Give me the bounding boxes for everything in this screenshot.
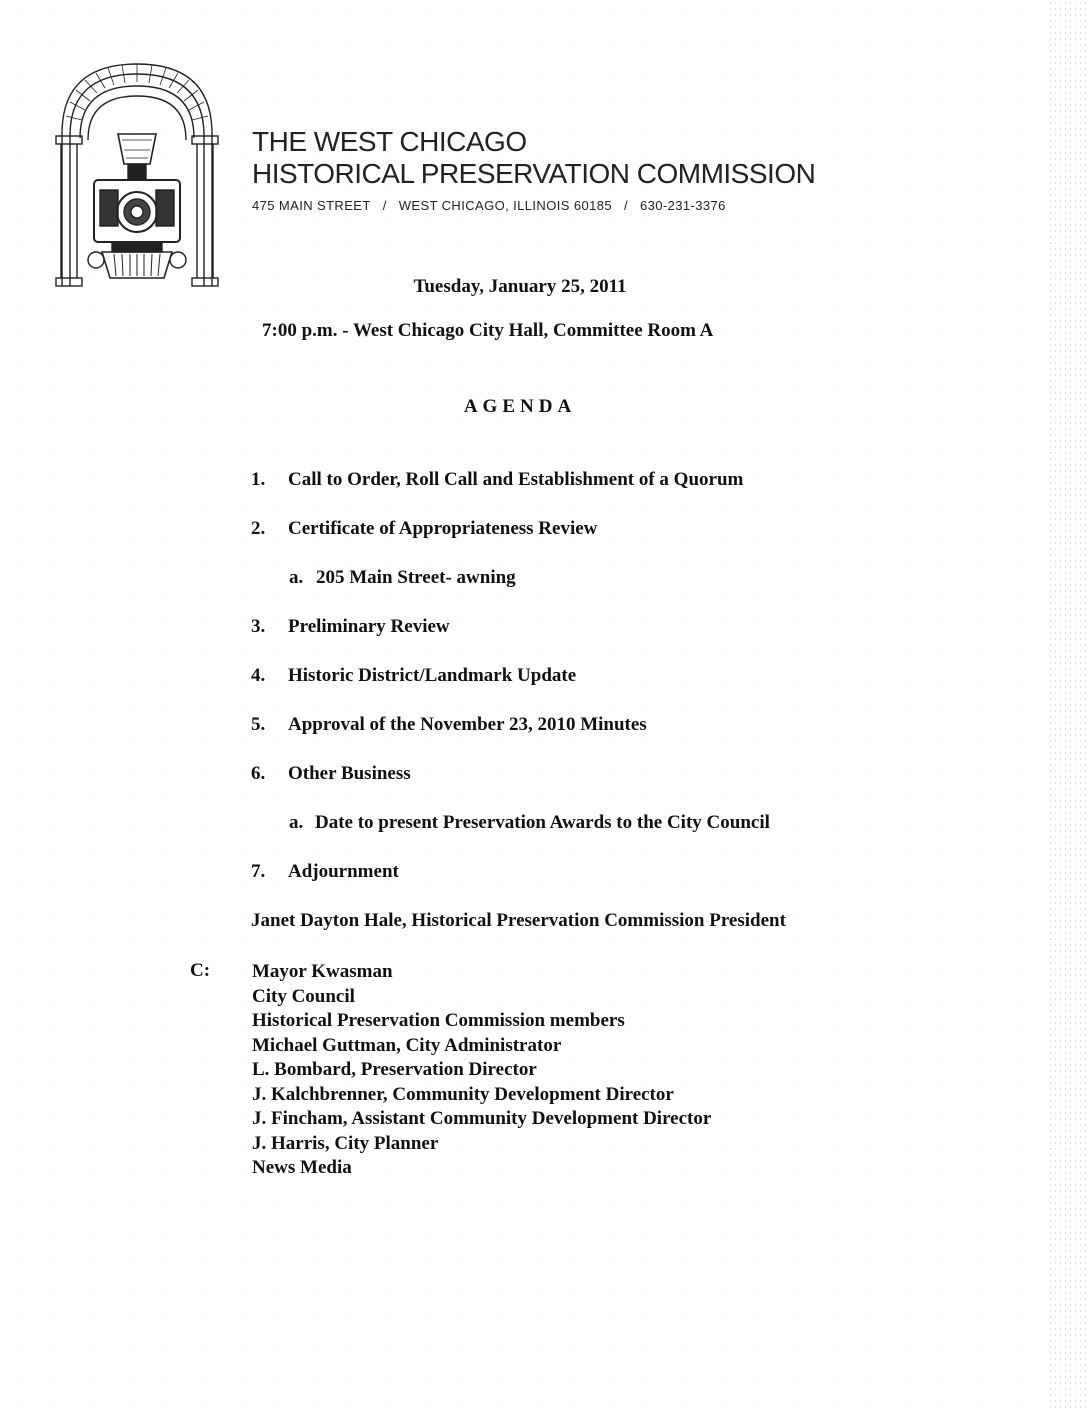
address-city: WEST CHICAGO, ILLINOIS 60185 [398, 198, 612, 213]
cc-recipient: J. Kalchbrenner, Community Development Director [252, 1083, 674, 1105]
agenda-item [251, 861, 399, 883]
agenda-item-number: 3. [251, 616, 266, 637]
agenda-item-number: 5. [251, 714, 266, 735]
agenda-item-number: 7. [251, 861, 266, 882]
cc-recipient: Mayor Kwasman [252, 961, 393, 982]
agenda-item-label: Certificate of Appropriateness Review [288, 518, 598, 539]
agenda-item-label: Historic District/Landmark Update [288, 665, 577, 686]
meeting-location: 7:00 p.m. - West Chicago City Hall, Committee Room A [262, 320, 714, 341]
cc-recipient: City Council [252, 985, 355, 1007]
agenda-item-number: 6. [251, 763, 266, 784]
agenda-item-number: a. [289, 812, 304, 833]
agenda-item-number: 1. [251, 469, 266, 490]
agenda-item-label: Call to Order, Roll Call and Establishment of a Quorum [288, 469, 744, 490]
cc-recipient: J. Harris, City Planner [252, 1132, 439, 1154]
agenda-item [251, 665, 576, 687]
scan-edge-noise [1048, 0, 1088, 1408]
cc-recipient: News Media [252, 1157, 352, 1178]
agenda-title: AGENDA [463, 396, 577, 417]
address-phone: 630-231-3376 [640, 198, 726, 213]
agenda-subitem [289, 812, 770, 834]
cc-recipient: J. Fincham, Assistant Community Development Director [252, 1108, 712, 1129]
org-name-line1: THE WEST CHICAGO [252, 126, 527, 157]
agenda-item-number: a. [289, 567, 304, 588]
agenda-item-label: Adjournment [288, 861, 399, 882]
agenda-subitem [289, 567, 516, 589]
agenda-item-label: Approval of the November 23, 2010 Minutes [288, 714, 647, 735]
cc-label: C: [190, 960, 211, 981]
agenda-item [251, 763, 411, 785]
agenda-item [251, 469, 743, 491]
org-address [252, 198, 726, 213]
agenda-item-number: 4. [251, 665, 266, 686]
cc-recipient: Historical Preservation Commission members [252, 1010, 625, 1031]
agenda-item-number: 2. [251, 518, 266, 539]
commission-logo-icon [52, 56, 222, 296]
cc-recipient-list [252, 960, 711, 1181]
agenda-item-label: Date to present Preservation Awards to the City Council [315, 812, 770, 833]
address-street: 475 MAIN STREET [252, 198, 371, 213]
agenda-item-label: 205 Main Street- awning [316, 567, 516, 588]
agenda-item-label: Other Business [288, 763, 411, 784]
agenda-item [251, 518, 597, 540]
cc-recipient: Michael Guttman, City Administrator [252, 1034, 562, 1056]
agenda-item [251, 616, 450, 638]
cc-recipient: L. Bombard, Preservation Director [252, 1059, 537, 1080]
address-separator: / [623, 198, 628, 213]
org-name-line2: HISTORICAL PRESERVATION COMMISSION [252, 158, 816, 189]
address-separator: / [382, 198, 387, 213]
meeting-date: Tuesday, January 25, 2011 [413, 276, 627, 297]
agenda-item [251, 714, 647, 736]
signature-line: Janet Dayton Hale, Historical Preservation Commission President [251, 910, 786, 931]
agenda-item-label: Preliminary Review [288, 616, 450, 637]
